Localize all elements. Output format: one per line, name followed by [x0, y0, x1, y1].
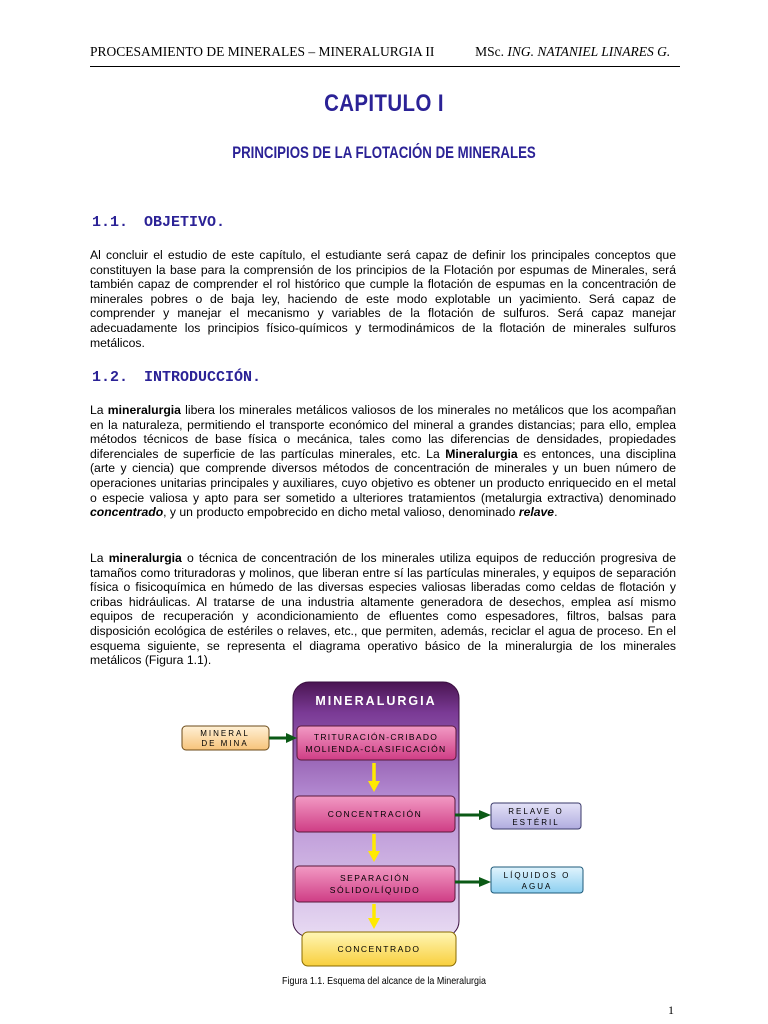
section-heading-introduccion — [92, 369, 261, 386]
page-number: 1 — [668, 1003, 674, 1017]
step-separacion-line1: SEPARACIÓN — [339, 873, 411, 883]
side-liquidos-line1: LÍQUIDOS O — [503, 871, 571, 880]
text-run: La — [90, 551, 109, 565]
step-separacion-line2: SÓLIDO/LÍQUIDO — [329, 885, 421, 895]
section-title: INTRODUCCIÓN. — [144, 369, 262, 386]
header-rule — [90, 66, 680, 67]
bold-term: mineralurgia — [107, 403, 181, 417]
output-concentrado-label: CONCENTRADO — [337, 944, 421, 954]
section-title: OBJETIVO. — [144, 214, 226, 231]
text-run: o técnica de concentración de los minerales utiliza equipos de reducción progresiva de tamaños como trituradoras y molinos, que liberan entre sí las partículas minerales, y equipos de separación física o fisicoquímica en húmedo de las diversas especies valiosas liberadas como celdas de flotación y cribas hidráulicas. Al tratarse de una industria altamente generadora de desechos, emplea así mismo equipos de recuperación y acondicionamiento de efluentes como espesadores, filtros, balsas para disposición ecológica de estériles o relaves, etc., que permiten, además, reciclar el agua de proceso. En el esquema siguiente, se representa el diagrama operativo básico de la mineralurgia de los minerales metálicos (Figura 1.1). — [90, 551, 676, 668]
header-author-name: ING. NATANIEL LINARES G. — [507, 44, 671, 59]
chapter-subtitle: PRINCIPIOS DE LA FLOTACIÓN DE MINERALES — [232, 143, 536, 162]
text-run: La — [90, 403, 108, 417]
bold-italic-term: relave — [518, 505, 555, 520]
text-run: , y un producto empobrecido en dicho metal valioso, denominado — [163, 505, 519, 520]
mineralurgia-title: MINERALURGIA — [315, 694, 437, 708]
section-number: 1.2. — [92, 369, 129, 386]
header-author-prefix: MSc. — [475, 44, 508, 59]
text-run: libera los minerales metálicos valiosos de los minerales no metálicos que los acompañan en la naturaleza, permitiendo el transporte económico del mineral a grandes distancias; para ello, emplea métodos técnicos de base física o mecánica, tales como las diferencias de densidades, propiedades diferenciales de superficie de las partículas minerales, etc. La — [90, 403, 676, 461]
chapter-title: CAPITULO I — [324, 90, 444, 117]
bold-term: mineralurgia — [108, 551, 182, 565]
side-liquidos-line2: AGUA — [521, 882, 553, 891]
paragraph-intro-1 — [90, 403, 676, 520]
bold-italic-term: concentrado — [90, 505, 164, 520]
paragraph-objetivo: Al concluir el estudio de este capítulo, el estudiante será capaz de definir los principales conceptos que constituyen la base para la comprensión de los principios de la Flotación por espumas de Minerales, será también capaz de comprender el rol histórico que cumple la flotación de espumas en la concentración de minerales pobres o de baja ley, haciendo de este modo explotable un yacimiento. Será capaz de comprender y manejar el mecanismo y variables de la flotación de sulfuros. Será capaz manejar adecuadamente los principios físico-químicos y termodinámicos de la flotación de minerales sulfuros metálicos. — [90, 248, 676, 350]
side-relave-line1: RELAVE O — [508, 807, 564, 816]
step-separacion-box — [295, 866, 455, 902]
running-header — [90, 44, 680, 60]
input-mineral-line2: DE MINA — [201, 739, 249, 748]
step-trituracion-line1: TRITURACIÓN-CRIBADO — [313, 732, 439, 742]
arrow-separacion-to-liquidos — [455, 877, 491, 887]
mineralurgia-diagram — [0, 676, 768, 996]
text-run: es entonces, una disciplina (arte y ciencia) que comprende diversos métodos de concentración de minerales y un buen número de operaciones unitarias principales y auxiliares, cuyo objetivo es obtener un producto enriquecido en el metal o especie valiosa y apto para ser sometido a ulteriores tratamientos (metalurgia extractiva) denominado — [90, 446, 676, 505]
step-concentracion-label: CONCENTRACIÓN — [327, 809, 423, 819]
step-trituracion-line2: MOLIENDA-CLASIFICACIÓN — [305, 744, 447, 754]
bold-term: Mineralurgia — [445, 446, 518, 461]
section-number: 1.1. — [92, 214, 129, 231]
side-relave-line2: ESTÉRIL — [512, 818, 560, 827]
header-course: PROCESAMIENTO DE MINERALES – MINERALURGIA II — [90, 44, 435, 59]
figure-caption: Figura 1.1. Esquema del alcance de la Mineralurgia — [282, 975, 486, 987]
text-run: . — [554, 505, 558, 520]
paragraph-intro-2 — [90, 551, 676, 668]
input-mineral-line1: MINERAL — [200, 729, 250, 738]
section-heading-objetivo — [92, 214, 225, 231]
arrow-concentracion-to-relave — [455, 810, 491, 820]
